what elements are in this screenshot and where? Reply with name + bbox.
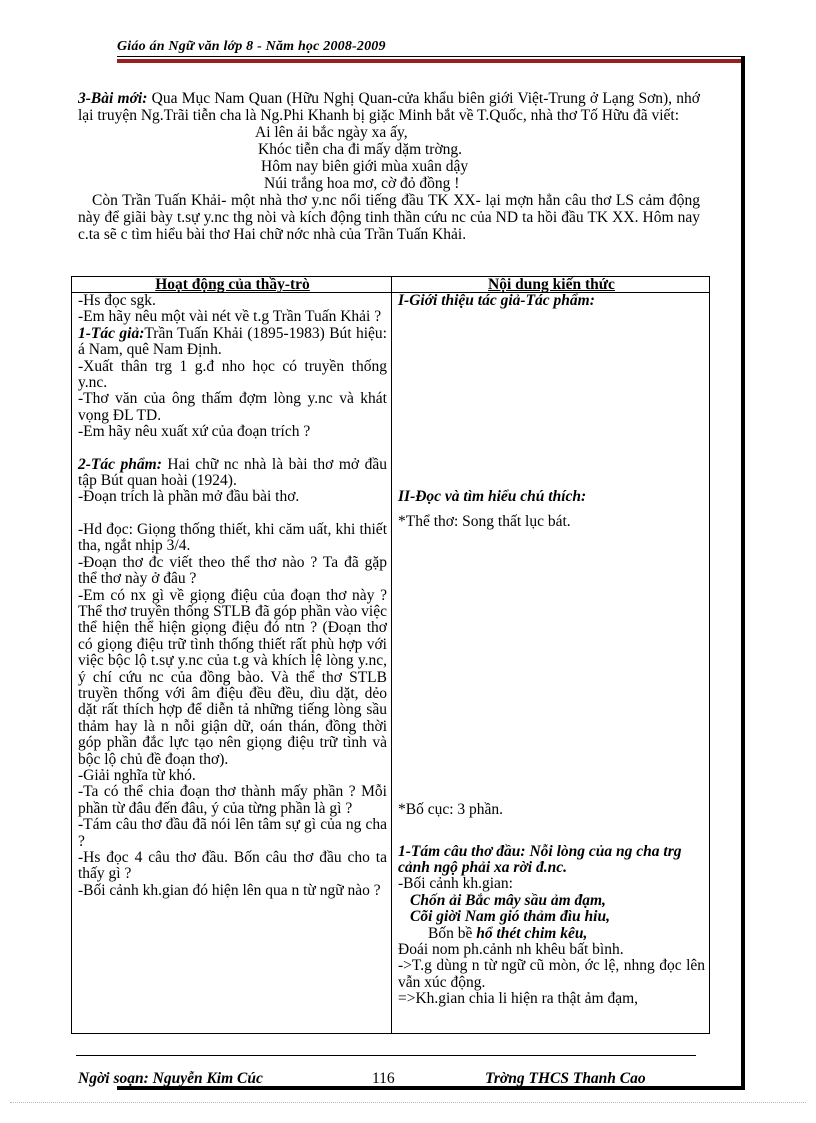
content-column bbox=[392, 293, 710, 1034]
activity-line: -Em có nx gì về giọng điệu của đoạn thơ này ? Thể thơ truyền thống STLB đã góp phần vào việc thể hiện thể hiện giọng điệu đó ntn ? (Đoạn thơ có giọng điệu trữ tình thống thiết rất phù hợp với việc bộc lộ t.sự y.nc của t.g và khích lệ lòng y.nc, ý chí cứu nc của đồng bào. Và thể thơ STLB truyền thống với âm điệu đều đều, dìu dặt, dẻo dặt rất thích hợp để diễn tả những tiếng lòng sầu thảm hay là n nỗi giận dữ, oán thán, đồng thời góp phần đắc lực tạo nên giọng điệu trữ tình và bộc lộ chủ đề đoạn thơ). bbox=[78, 586, 387, 768]
activity-line: -Em hãy nêu xuất xứ của đoạn trích ? bbox=[78, 423, 311, 441]
lesson-table bbox=[71, 276, 710, 1034]
quote-emphasis: hổ thét chim kêu, bbox=[476, 924, 588, 942]
intro-section bbox=[78, 90, 700, 243]
activity-line: -Hd đọc: Giọng thống thiết, khi căm uất, khi thiết tha, ngắt nhịp 3/4. bbox=[78, 520, 387, 555]
activity-line bbox=[78, 457, 387, 490]
work-label: 2-Tác phẩm: bbox=[78, 455, 162, 473]
activity-line: -Hs đọc sgk. bbox=[78, 292, 156, 309]
activity-line: -Hs đọc 4 câu thơ đầu. Bốn câu thơ đầu cho ta thấy gì ? bbox=[78, 849, 387, 883]
author-text: Trần Tuấn Khải (1895-1983) Bút hiệu: á Nam, quê Nam Định. bbox=[78, 324, 387, 359]
quote-line: Cõi giời Nam gió thảm đìu hiu, bbox=[410, 908, 610, 926]
section-heading-reading: II-Đọc và tìm hiểu chú thích: bbox=[398, 488, 587, 506]
spacer bbox=[398, 530, 705, 802]
activity-line: -Thơ văn của ông thấm đợm lòng y.nc và khát vọng ĐL TD. bbox=[78, 390, 387, 424]
activity-line: -Bối cảnh kh.gian đó hiện lên qua n từ ngữ nào ? bbox=[78, 881, 381, 899]
content-line: -Bối cảnh kh.gian: bbox=[398, 875, 513, 893]
page-number: 116 bbox=[372, 1070, 395, 1087]
footer-author: Ngời soạn: Nguyễn Kim Cúc bbox=[78, 1070, 263, 1087]
content-line: ->T.g dùng n từ ngữ cũ mòn, ớc lệ, nhng đọc lên vẫn xúc động. bbox=[398, 957, 705, 991]
footer-school: Trờng THCS Thanh Cao bbox=[485, 1070, 646, 1087]
footer-rule bbox=[76, 1055, 696, 1056]
activity-line: -Đoạn trích là phần mở đầu bài thơ. bbox=[78, 488, 300, 506]
poem-line: Núi trắng hoa mơ, cờ đỏ đồng ! bbox=[264, 175, 460, 192]
section-heading-intro: I-Giới thiệu tác giả-Tác phẩm: bbox=[398, 292, 595, 309]
quote-line bbox=[398, 926, 705, 942]
author-label: 1-Tác giả: bbox=[78, 324, 145, 342]
quote-text: Bốn bề bbox=[428, 924, 477, 942]
page-edge-dots bbox=[10, 1102, 806, 1103]
spacer bbox=[398, 309, 705, 489]
activity-line: -Giải nghĩa từ khó. bbox=[78, 766, 196, 784]
intro-paragraph-1 bbox=[78, 90, 700, 124]
column-header-content: Nội dung kiến thức bbox=[392, 277, 710, 293]
activity-line bbox=[78, 326, 387, 359]
spacer bbox=[398, 819, 705, 844]
activity-line: -Tám câu thơ đầu đã nói lên tâm sự gì của ng cha ? bbox=[78, 816, 387, 850]
poem-block bbox=[78, 124, 700, 192]
header-title: Giáo án Ngữ văn lớp 8 - Năm học 2008-2009 bbox=[117, 39, 386, 54]
section-heading-part1: 1-Tám câu thơ đầu: Nỗi lòng của ng cha trg cảnh ngộ phải xa rời đ.nc. bbox=[398, 842, 682, 877]
activity-line: -Ta có thể chia đoạn thơ thành mấy phần ? Mỗi phần từ đâu đến đâu, ý của từng phần là gì ? bbox=[78, 783, 387, 817]
spacer bbox=[78, 506, 387, 522]
activity-line: -Đoạn thơ đc viết theo thể thơ nào ? Ta đã gặp thể thơ này ở đâu ? bbox=[78, 553, 387, 588]
column-header-activities: Hoạt động của thầy-trò bbox=[72, 277, 392, 293]
content-line: =>Kh.gian chia li hiện ra thật ảm đạm, bbox=[398, 990, 639, 1008]
activity-line: -Xuất thân trg 1 g.đ nho học có truyền thống y.nc. bbox=[78, 357, 387, 392]
poem-line: Khóc tiễn cha đi mấy dặm trờng. bbox=[258, 141, 463, 158]
poem-line: Hôm nay biên giới mùa xuân dậy bbox=[261, 158, 469, 175]
activity-line: -Em hãy nêu một vài nét về t.g Trần Tuấn Khải ? bbox=[78, 308, 382, 326]
work-text: Hai chữ nc nhà là bài thơ mở đầu tập Bút quan hoài (1924). bbox=[78, 455, 387, 490]
lesson-label: 3-Bài mới: bbox=[78, 90, 148, 107]
page-border-right bbox=[741, 56, 745, 1086]
content-line: Đoái nom ph.cảnh nh khêu bất bình. bbox=[398, 941, 624, 959]
intro-paragraph-2: Còn Trần Tuấn Khải- một nhà thơ y.nc nổi tiếng đầu TK XX- lại mợn hẳn câu thơ LS cảm động này để giãi bày t.sự y.nc thg nòi và kích động tinh thần cứu nc của ND ta hồi đầu TK XX. Hôm nay c.ta sẽ c tìm hiểu bài thơ Hai chữ nớc nhà của Trần Tuấn Khải. bbox=[78, 192, 700, 243]
header-rule-thick bbox=[117, 59, 741, 63]
content-line: *Thể thơ: Song thất lục bát. bbox=[398, 512, 571, 530]
content-line: *Bố cục: 3 phần. bbox=[398, 801, 504, 819]
header-rule-thin bbox=[117, 56, 741, 57]
activities-column bbox=[72, 293, 392, 1034]
intro-text: Qua Mục Nam Quan (Hữu Nghị Quan-cửa khẩu biên giới Việt-Trung ở Lạng Sơn), nhớ lại truyện Ng.Trãi tiễn cha là Ng.Phi Khanh bị giặc Minh bắt về T.Quốc, nhà thơ Tố Hữu đã viết: bbox=[78, 90, 700, 124]
poem-line: Ai lên ải bắc ngày xa ấy, bbox=[255, 124, 408, 141]
quote-line: Chốn ải Bắc mây sầu ảm đạm, bbox=[410, 891, 606, 909]
spacer bbox=[78, 441, 387, 457]
